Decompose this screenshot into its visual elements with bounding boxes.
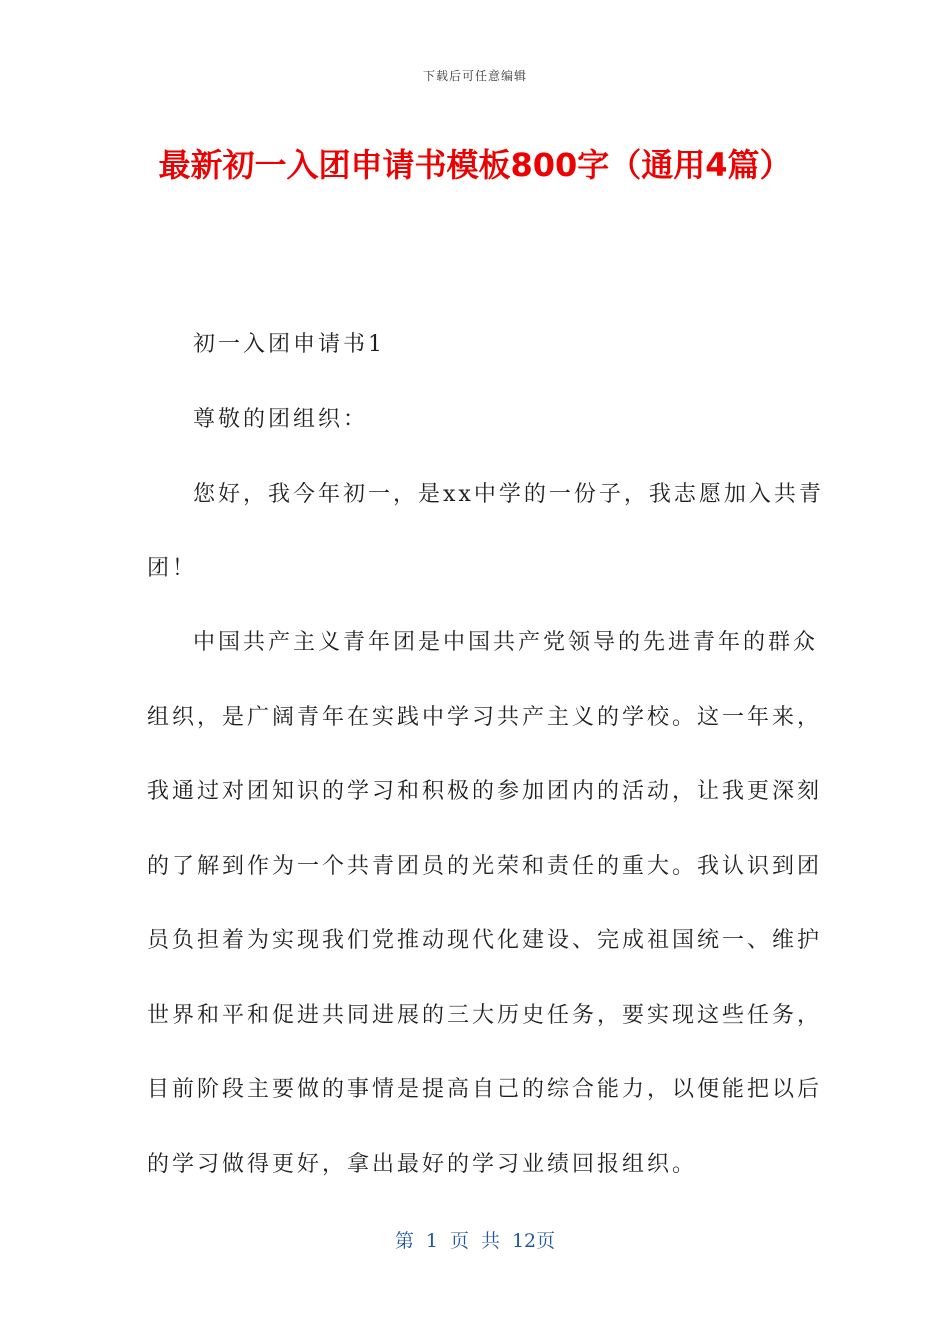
- section-heading: 初一入团申请书1: [193, 332, 385, 357]
- paragraph-line: 组织，是广阔青年在实践中学习共产主义的学校。这一年来，: [147, 705, 823, 730]
- salutation: 尊敬的团组织：: [193, 407, 369, 432]
- header-note: 下载后可任意编辑: [422, 69, 527, 83]
- paragraph-line: 员负担着为实现我们党推动现代化建设、完成祖国统一、维护: [147, 928, 823, 953]
- page-footer: [0, 1226, 950, 1253]
- paragraph-line: 中国共产主义青年团是中国共产党领导的先进青年的群众: [193, 630, 819, 655]
- footer-total-pages: 12页: [511, 1230, 556, 1252]
- document-title: 最新初一入团申请书模板800字（通用4篇）: [158, 146, 792, 184]
- footer-total-word: 共: [480, 1230, 500, 1252]
- footer-current-page: 1: [425, 1230, 438, 1252]
- paragraph-line: 我通过对团知识的学习和积极的参加团内的活动，让我更深刻: [147, 779, 823, 804]
- paragraph-line: 团！: [147, 556, 198, 581]
- footer-prefix: 第: [394, 1230, 414, 1252]
- footer-page-word: 页: [449, 1230, 469, 1252]
- paragraph-line: 的学习做得更好，拿出最好的学习业绩回报组织。: [147, 1152, 698, 1177]
- paragraph-line: 目前阶段主要做的事情是提高自己的综合能力，以便能把以后: [147, 1077, 823, 1102]
- paragraph-line: 世界和平和促进共同进展的三大历史任务，要实现这些任务，: [147, 1003, 823, 1028]
- paragraph-line: 您好，我今年初一，是xx中学的一份子，我志愿加入共青: [193, 482, 824, 507]
- paragraph-line: 的了解到作为一个共青团员的光荣和责任的重大。我认识到团: [147, 854, 823, 879]
